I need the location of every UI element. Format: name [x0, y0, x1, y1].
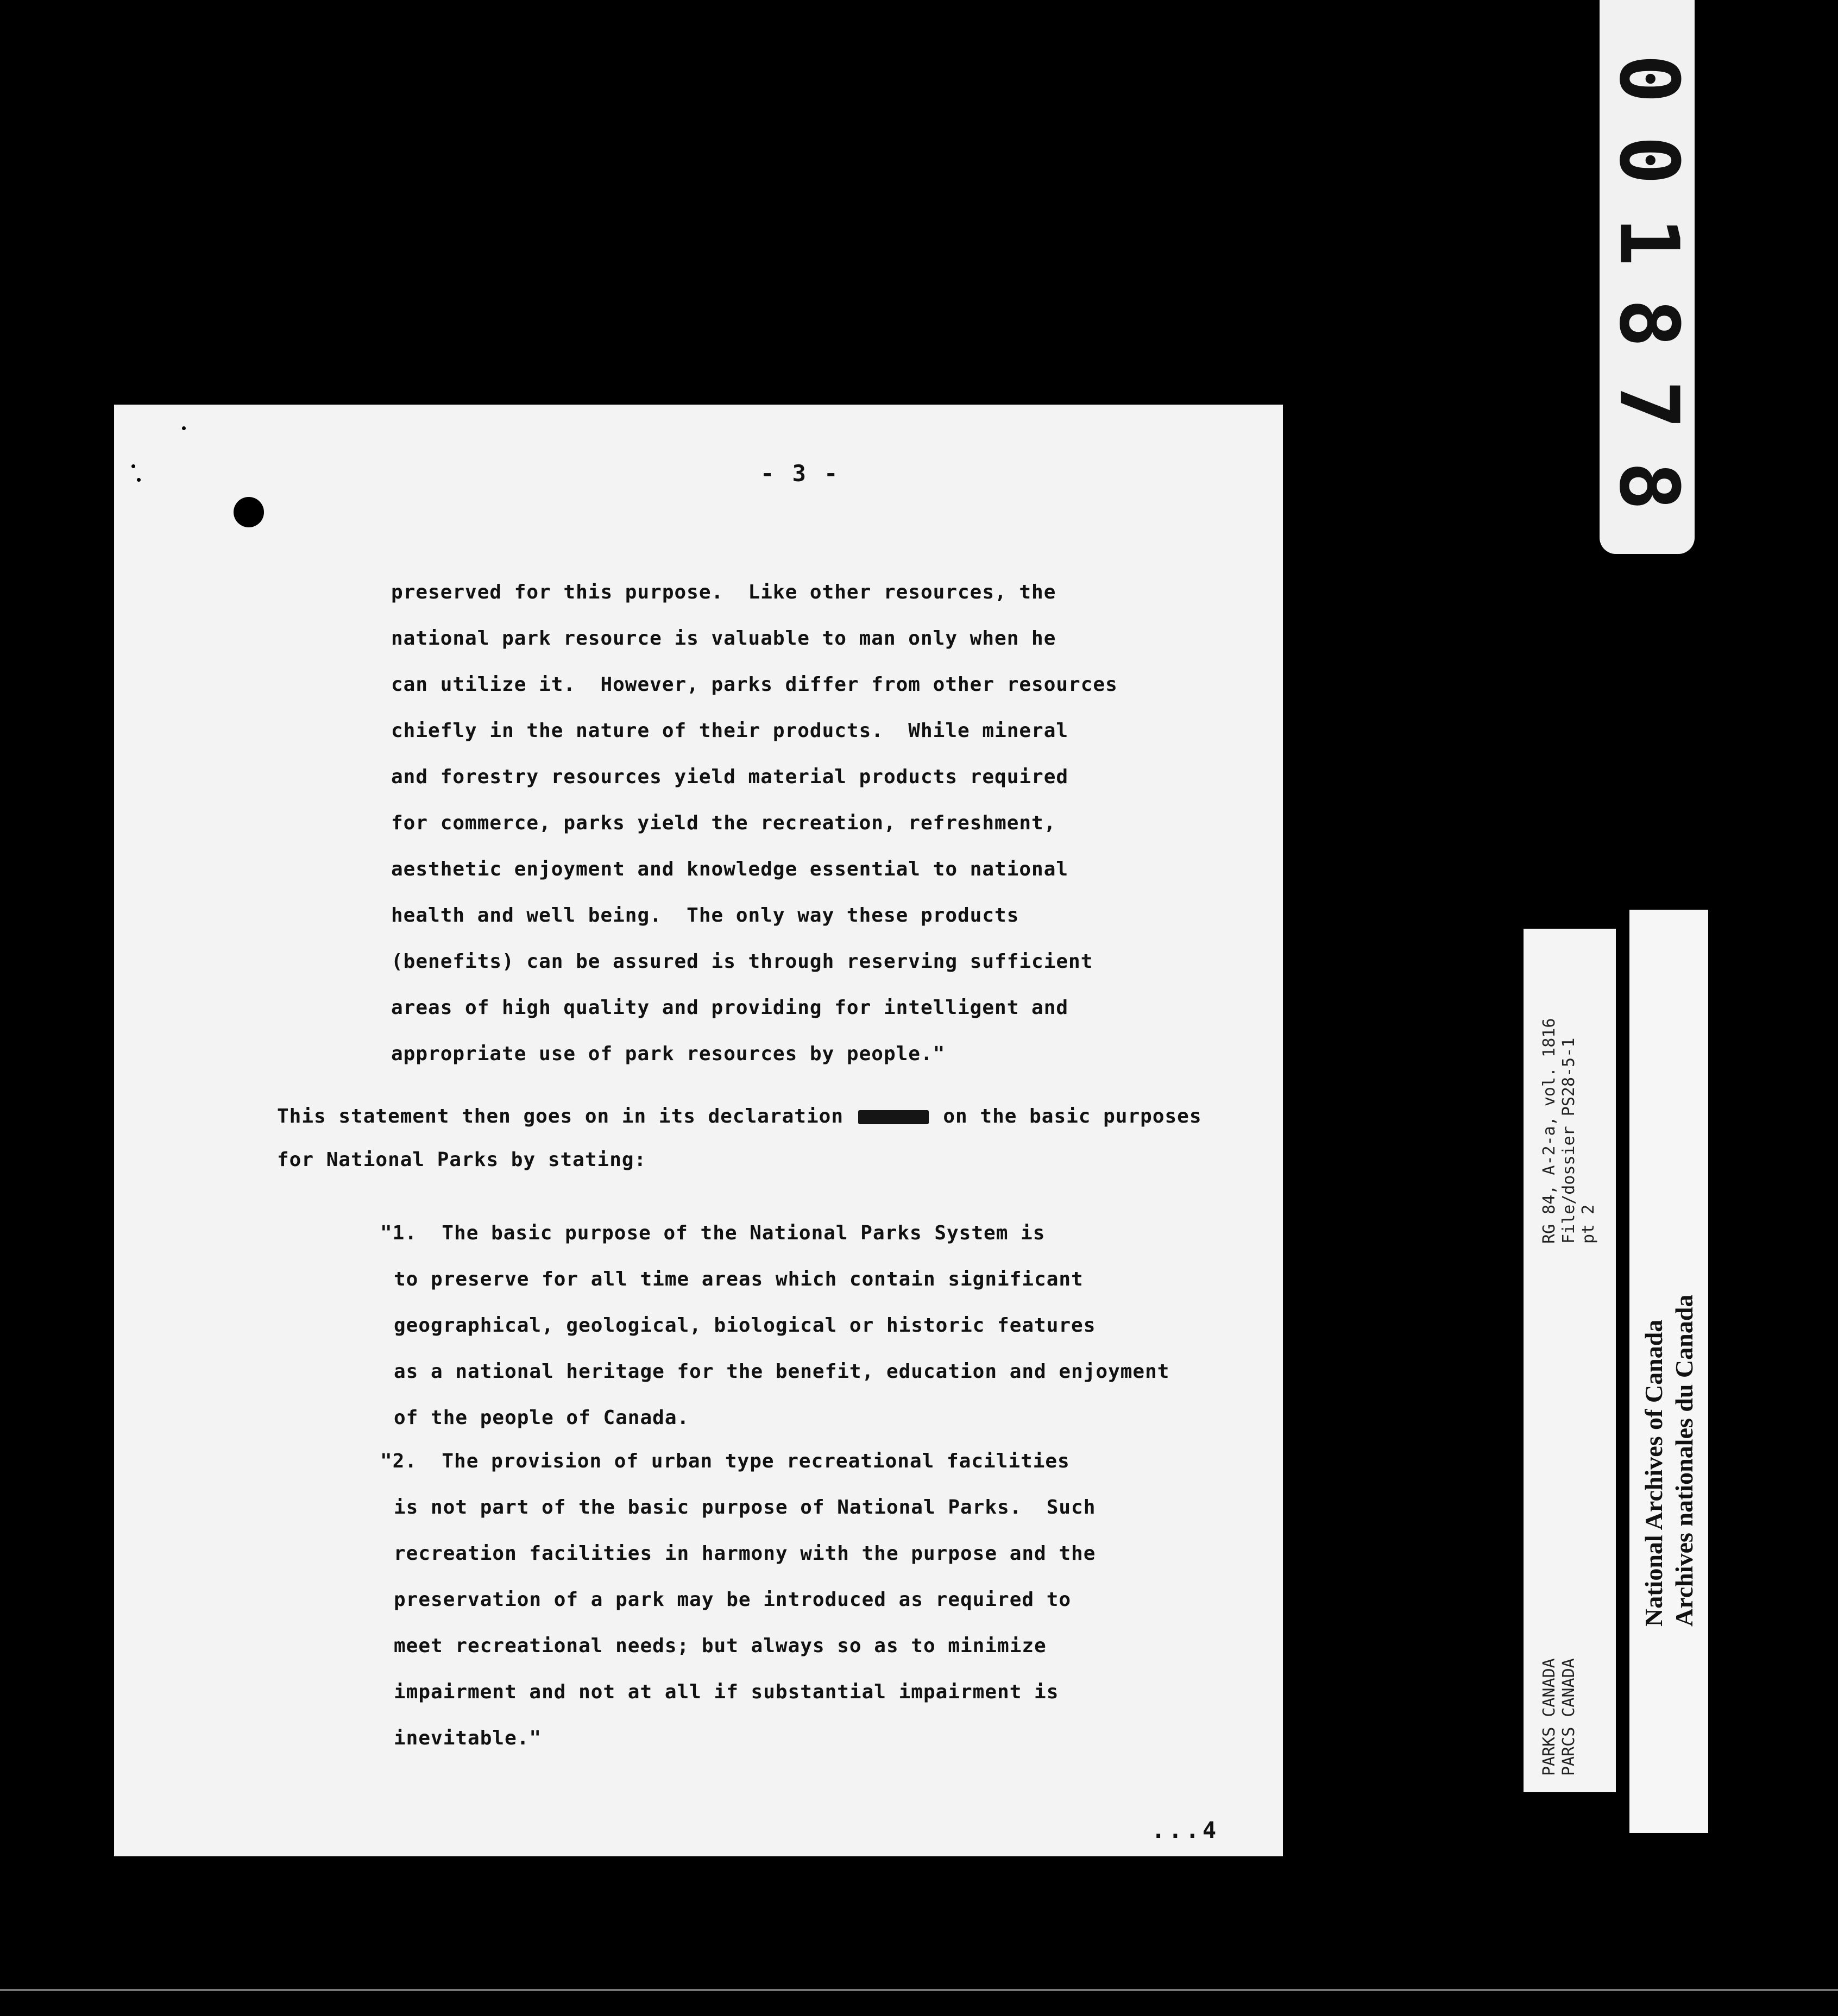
text-line: health and well being. The only way these products	[391, 904, 1019, 927]
text-line: as a national heritage for the benefit, education and enjoyment	[394, 1360, 1170, 1383]
reference-line: File/dossier PS28-5-1	[1559, 1037, 1578, 1244]
text-line: "1. The basic purpose of the National Parks System is	[380, 1222, 1046, 1244]
text-line: aesthetic enjoyment and knowledge essential to national	[391, 858, 1069, 880]
frame-digit: 0	[1601, 135, 1696, 185]
punch-hole	[234, 497, 264, 527]
text-line: national park resource is valuable to man only when he	[391, 627, 1056, 650]
text-line-part: on the basic purposes	[943, 1105, 1202, 1127]
text-line: preserved for this purpose. Like other resources, the	[391, 581, 1056, 603]
film-edge-line	[0, 1989, 1838, 1991]
text-line: recreation facilities in harmony with the purpose and the	[394, 1542, 1096, 1565]
text-line: of the people of Canada.	[394, 1407, 690, 1429]
frame-digit: 0	[1601, 54, 1696, 104]
text-line: chiefly in the nature of their products. While mineral	[391, 720, 1069, 742]
frame-digit: 7	[1601, 380, 1696, 430]
speck	[131, 464, 135, 468]
text-line: preservation of a park may be introduced as required to	[394, 1589, 1072, 1611]
text-line: "2. The provision of urban type recreational facilities	[380, 1450, 1070, 1472]
reference-line: RG 84, A-2-a, vol. 1816	[1540, 1018, 1559, 1244]
archives-line: National Archives of Canada	[1640, 1319, 1667, 1627]
speck	[182, 426, 186, 430]
document-page	[114, 405, 1283, 1856]
speck	[137, 478, 141, 482]
text-line: is not part of the basic purpose of National Parks. Such	[394, 1496, 1096, 1519]
reference-label-text	[1524, 929, 1616, 1792]
archives-line: Archives nationales du Canada	[1670, 1294, 1698, 1627]
frame-digit: 8	[1601, 298, 1696, 348]
text-line: impairment and not at all if substantial impairment is	[394, 1681, 1059, 1703]
frame-digit: 1	[1601, 217, 1696, 267]
text-line: for commerce, parks yield the recreation, refreshment,	[391, 812, 1056, 834]
reference-line: PARKS CANADA	[1540, 1658, 1559, 1776]
reference-line: pt 2	[1579, 1204, 1598, 1244]
text-line: inevitable."	[394, 1727, 542, 1749]
text-line: (benefits) can be assured is through reserving sufficient	[391, 950, 1093, 973]
text-line	[277, 1105, 1202, 1127]
frame-number	[1601, 38, 1696, 516]
text-line: appropriate use of park resources by people."	[391, 1043, 946, 1065]
redaction-mark	[858, 1110, 929, 1124]
text-line: to preserve for all time areas which contain significant	[394, 1268, 1084, 1290]
continuation-marker: ...4	[1151, 1817, 1220, 1843]
text-line-part: This statement then goes on in its declaration	[277, 1105, 844, 1127]
text-line: meet recreational needs; but always so as to minimize	[394, 1635, 1047, 1657]
reference-line: PARCS CANADA	[1559, 1658, 1578, 1776]
text-line: geographical, geological, biological or historic features	[394, 1314, 1096, 1337]
page-number: - 3 -	[760, 460, 840, 487]
text-line: areas of high quality and providing for intelligent and	[391, 997, 1069, 1019]
archives-label-text	[1629, 910, 1708, 1833]
text-line: can utilize it. However, parks differ from other resources	[391, 673, 1118, 696]
text-line: and forestry resources yield material products required	[391, 766, 1069, 788]
text-line: for National Parks by stating:	[277, 1149, 647, 1171]
frame-digit: 8	[1601, 461, 1696, 511]
